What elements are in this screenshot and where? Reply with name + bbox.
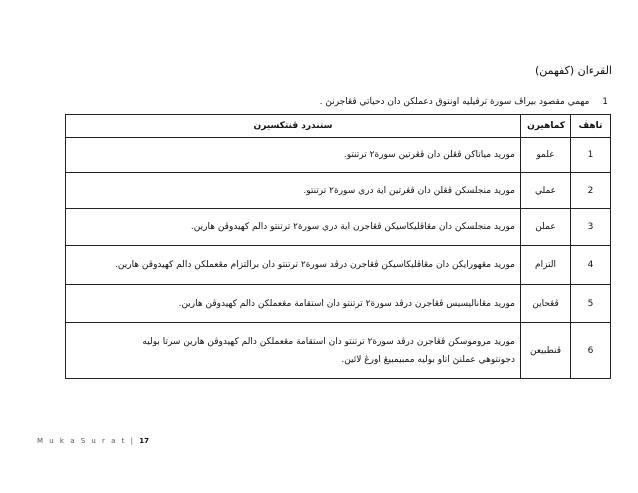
- standard-text-line: دجونتوهي عملنڽ اتاو بوليه ممبيمبيڠ اورڠ لائين.: [341, 354, 515, 365]
- standard-text-line: موريد مڠاناليسيس ڤڠاجرن درڤد سورة٢ ترتنتو دان استقامة مڠعملكن دالم كهيدوڤن هارين.: [178, 298, 515, 309]
- row-skill: التزام: [521, 246, 571, 285]
- table-row: [66, 246, 611, 285]
- footer-separator: |: [130, 437, 136, 445]
- table-row: [66, 138, 611, 173]
- standard-text-line: موريد مڠهورايكن دان مڠاڤليكاسيكن ڤڠاجرن درڤد سورة٢ ترتنتو دان برالتزام مڠعملكن دالم كهيدوڤن هارين.: [115, 260, 515, 270]
- instruction-text: مهمي مقصود بيراڤ سورة ترڤيليه اونتوق دعملكن دان دحياتي ڤڠاجرنڽ .: [319, 97, 590, 107]
- row-level: 2: [571, 173, 611, 209]
- row-skill: عملي: [521, 173, 571, 209]
- table-row: [66, 209, 611, 246]
- row-skill: ڤڠحاين: [521, 285, 571, 323]
- standard-text-line: موريد مياتاكن ڤڠلن دان ڤڠرتين سورة٢ ترتنتو.: [343, 150, 515, 160]
- page-number: 17: [139, 437, 149, 445]
- row-level: 6: [571, 323, 611, 379]
- row-standard: [66, 138, 521, 173]
- row-level: 3: [571, 209, 611, 246]
- header-skill: كماهيرن: [521, 115, 571, 138]
- table-row: [66, 323, 611, 379]
- instruction-number: 1: [602, 97, 608, 107]
- performance-standard-table: [65, 114, 611, 379]
- row-standard: [66, 285, 521, 323]
- row-skill: علمو: [521, 138, 571, 173]
- page-footer: [37, 437, 149, 445]
- row-standard: [66, 209, 521, 246]
- section-heading: القرءان (کفهمن): [534, 64, 612, 77]
- row-skill: ڤنطبيعن: [521, 323, 571, 379]
- table-row: [66, 285, 611, 323]
- standard-text-line: موريد مروموسكن ڤڠاجرن درڤد سورة٢ ترتنتو دان استقامة مڠعملكن دالم كهيدوڤن هارين سرتا بوليه: [142, 336, 515, 347]
- row-standard: [66, 323, 521, 379]
- row-skill: عملن: [521, 209, 571, 246]
- row-standard: [66, 173, 521, 209]
- table-row: [66, 173, 611, 209]
- footer-label: M u k a S u r a t: [37, 437, 127, 445]
- header-level: تاهڤ: [571, 115, 611, 138]
- row-standard: [66, 246, 521, 285]
- row-level: 1: [571, 138, 611, 173]
- standard-text-line: موريد منجلسكن دان مڠاڤليكاسيكن ڤڠاجرن اية دري سورة٢ ترتنتو دالم كهيدوڤن هارين.: [190, 222, 515, 232]
- table-header-row: [66, 115, 611, 138]
- instruction-line: [320, 97, 608, 107]
- row-level: 5: [571, 285, 611, 323]
- row-level: 4: [571, 246, 611, 285]
- standard-text-line: موريد منجلسكن ڤڠلن دان ڤڠرتين اية دري سورة٢ ترتنتو.: [303, 185, 515, 196]
- header-standard: ستندرد ڤنتکسيرن: [66, 115, 521, 138]
